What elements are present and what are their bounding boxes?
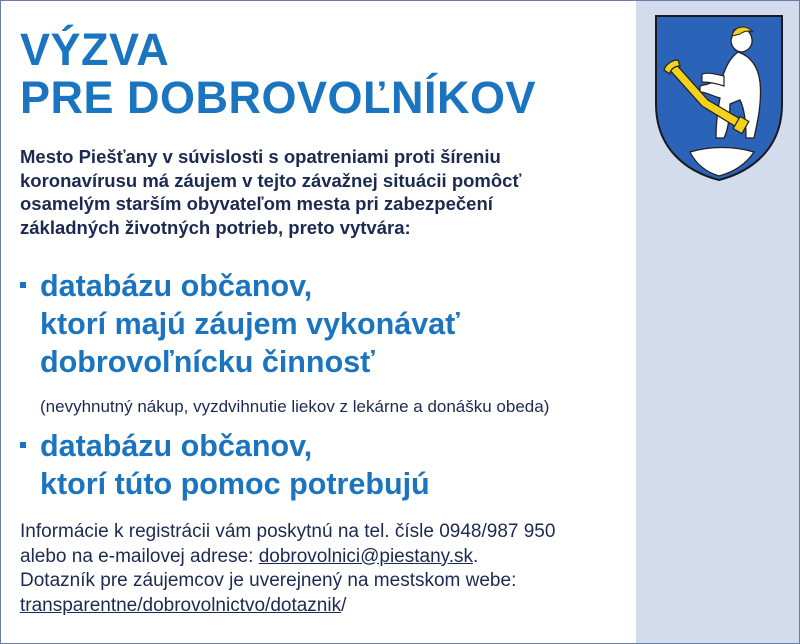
title-line-2: PRE DOBROVOĽNÍKOV: [20, 72, 537, 123]
intro-line: Mesto Piešťany v súvislosti s opatreniami proti šíreniu: [20, 146, 501, 167]
bullet-note: (nevyhnutný nákup, vyzdvihnutie liekov z lekárne a donášku obeda): [40, 397, 550, 416]
questionnaire-link[interactable]: transparentne/dobrovolnictvo/dotaznik: [20, 594, 342, 616]
contact-url-line: [20, 594, 555, 619]
bullet-line: ktorí túto pomoc potrebujú: [40, 467, 430, 501]
contact-email-suffix: .: [473, 545, 479, 567]
bullet-mark: [20, 442, 26, 448]
bullet-line: databázu občanov,: [40, 269, 313, 303]
contact-info: [20, 520, 555, 618]
page-title: [20, 26, 536, 122]
email-link[interactable]: dobrovolnici@piestany.sk: [258, 545, 474, 567]
piestany-coat-of-arms-icon: [650, 12, 788, 182]
bullet-recipients: [20, 427, 430, 503]
contact-web-line: Dotazník pre záujemcov je uverejnený na mestskom webe:: [20, 570, 517, 591]
title-line-1: VÝZVA: [20, 24, 170, 75]
url-suffix: /: [341, 594, 347, 616]
intro-line: základných životných potrieb, preto vytvára:: [20, 216, 411, 238]
bullet-line: ktorí majú záujem vykonávať: [40, 307, 460, 341]
intro-line: koronavírusu má záujem v tejto závažnej situácii pomôcť: [20, 169, 522, 191]
contact-phone-line: Informácie k registrácii vám poskytnú na tel. čísle 0948/987 950: [20, 521, 556, 542]
contact-email-line: [20, 545, 555, 570]
intro-paragraph: [20, 145, 640, 239]
bullet-volunteers: [20, 267, 460, 381]
bullet-line: databázu občanov,: [40, 429, 313, 463]
bullet-line: dobrovoľnícku činnosť: [40, 345, 375, 379]
bullet-mark: [20, 282, 26, 288]
contact-email-prefix: alebo na e-mailovej adrese:: [20, 545, 259, 567]
intro-line: osamelým starším obyvateľom mesta pri zabezpečení: [20, 193, 493, 214]
